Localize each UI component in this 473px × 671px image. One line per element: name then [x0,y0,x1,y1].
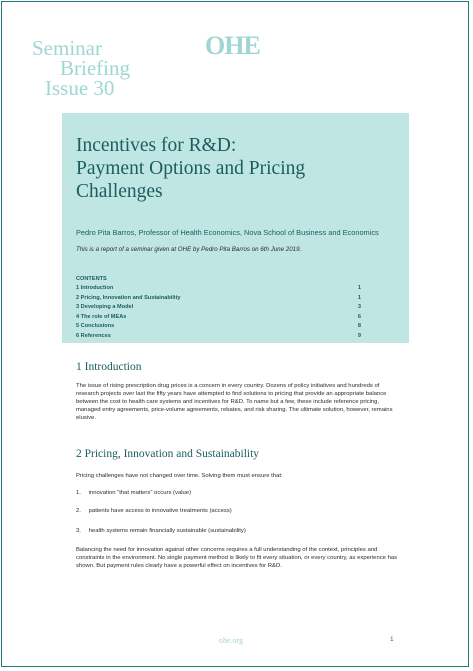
toc-item-label: 3 Developing a Model [76,304,134,311]
title-line-3: Challenges [76,181,163,202]
toc-item-page: 1 [357,294,361,301]
page-number: 1 [390,636,394,643]
ohe-logo: OHE [205,31,260,60]
toc-item-label: 6 References [76,332,111,339]
section-heading-introduction: 1 Introduction [76,361,142,373]
toc-item-label: 2 Pricing, Innovation and Sustainability [76,294,181,301]
list-item-text: health systems remain financially sustainable (sustainability) [88,528,246,534]
list-item-text: innovation "that matters" occurs (value) [88,490,192,496]
toc-item-page: 9 [357,332,361,339]
toc-item[interactable] [76,322,361,332]
list-item-number: 2. [76,508,81,514]
toc-item-label: 4 The role of MEAs [76,313,127,320]
section-heading-pricing: 2 Pricing, Innovation and Sustainability [76,448,260,460]
document-title [76,134,376,203]
list-item-number: 1. [76,490,81,496]
list-item [76,528,246,534]
toc-item[interactable] [76,313,361,323]
report-note: This is a report of a seminar given at OHE by Pedro Pita Barros on 6th June 2019. [76,246,302,253]
list-item [76,490,191,496]
footer-url[interactable]: ohe.org [219,636,244,645]
toc-item-label: 5 Conclusions [76,323,115,330]
toc-item[interactable] [76,303,361,313]
series-title-line-2: Briefing [60,56,130,80]
pricing-closing-paragraph: Balancing the need for innovation against other concerns requires a full understanding of the context, principles and constraints in the environment. No single payment method is likely to fit every situation, or every country, as experience has shown. But payment rules clearly have a powerful effect on incentives for R&D. [76,547,398,569]
toc-item[interactable] [76,294,361,304]
issue-number: Issue 30 [45,76,115,100]
toc-item[interactable] [76,332,361,342]
series-title-line-1: Seminar [32,36,102,60]
list-item-text: patients have access to innovative treatments (access) [88,508,232,514]
table-of-contents [76,284,361,342]
title-line-2: Payment Options and Pricing [76,158,306,179]
author-line: Pedro Pita Barros, Professor of Health Economics, Nova School of Business and Economics [76,228,379,237]
toc-item-page: 8 [357,323,361,330]
title-line-1: Incentives for R&D: [76,135,237,156]
contents-heading: CONTENTS [76,276,107,282]
list-item-number: 3. [76,528,81,534]
toc-item-label: 1 Introduction [76,285,114,291]
toc-item-page: 3 [357,304,361,311]
toc-item-page: 6 [357,313,361,320]
introduction-paragraph: The issue of rising prescription drug prices is a concern in every country. Dozens of policy initiatives and hundreds of research projects over last the fifty years have attempted to find solutions to pricing that provide an appropriate balance between the cost to health care systems and incentives for R&D. To name but a few, these include reference pricing, managed entry agreements, price-volume agreements, rebates, and risk sharing. The ultimate solution, however, remains elusive. [76,383,393,421]
list-item [76,508,232,514]
toc-item-page: 1 [357,285,361,291]
pricing-lead-paragraph: Pricing challenges have not changed over time. Solving them must ensure that: [76,473,283,479]
toc-item[interactable] [76,284,361,294]
